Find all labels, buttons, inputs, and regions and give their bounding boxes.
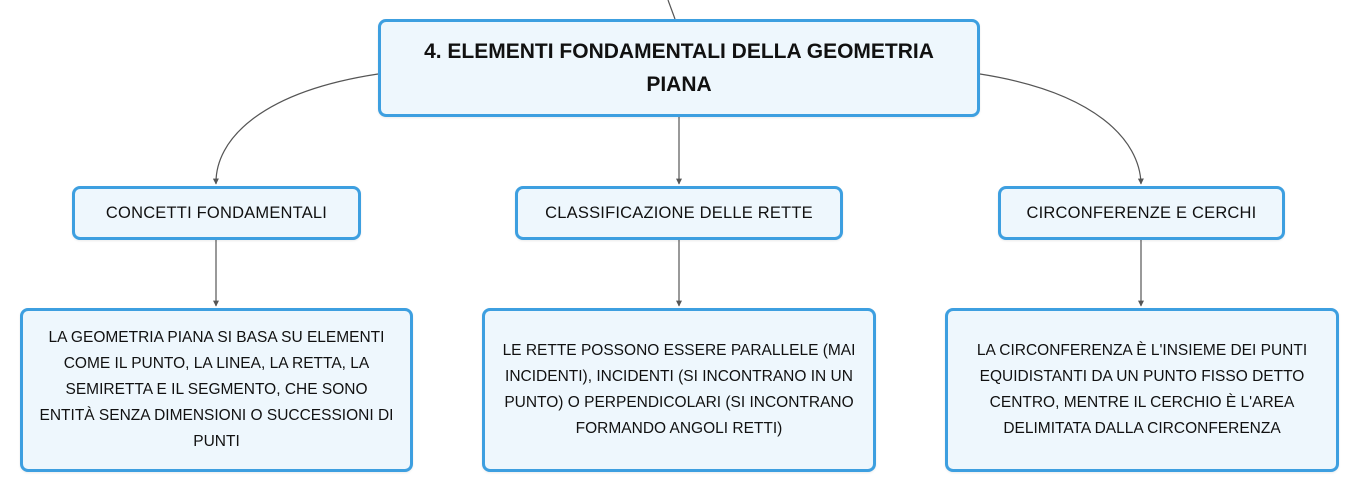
- central-topic-node[interactable]: [378, 19, 980, 117]
- topic-label: CLASSIFICAZIONE DELLE RETTE: [545, 203, 813, 222]
- detail-node-concetti-fondamentali[interactable]: [20, 308, 413, 472]
- root-to-topic-left-connector: [216, 74, 378, 184]
- detail-node-circonferenze-cerchi[interactable]: [945, 308, 1339, 472]
- parent-connector-line: [668, 0, 675, 19]
- detail-node-classificazione-rette[interactable]: [482, 308, 876, 472]
- topic-label: CIRCONFERENZE E CERCHI: [1026, 203, 1257, 222]
- topic-node-circonferenze-cerchi[interactable]: [998, 186, 1285, 240]
- detail-text: LA CIRCONFERENZA È L'INSIEME DEI PUNTI EQUIDISTANTI DA UN PUNTO FISSO DETTO CENTRO, MENTRE IL CERCHIO È L'AREA DELIMITATA DALLA CIRCONFERENZA: [976, 342, 1308, 437]
- topic-label: CONCETTI FONDAMENTALI: [105, 203, 328, 222]
- central-topic-title: 4. ELEMENTI FONDAMENTALI DELLA GEOMETRIA PIANA: [424, 40, 934, 96]
- topic-node-classificazione-rette[interactable]: [515, 186, 843, 240]
- detail-text: LE RETTE POSSONO ESSERE PARALLELE (MAI INCIDENTI), INCIDENTI (SI INCONTRANO IN UN PUNTO) O PERPENDICOLARI (SI INCONTRANO FORMANDO ANGOLI RETTI): [502, 342, 856, 437]
- topic-node-concetti-fondamentali[interactable]: [72, 186, 361, 240]
- root-to-topic-right-connector: [980, 74, 1141, 184]
- detail-text: LA GEOMETRIA PIANA SI BASA SU ELEMENTI COME IL PUNTO, LA LINEA, LA RETTA, LA SEMIRETTA E IL SEGMENTO, CHE SONO ENTITÀ SENZA DIMENSIONI O SUCCESSIONI DI PUNTI: [39, 329, 394, 450]
